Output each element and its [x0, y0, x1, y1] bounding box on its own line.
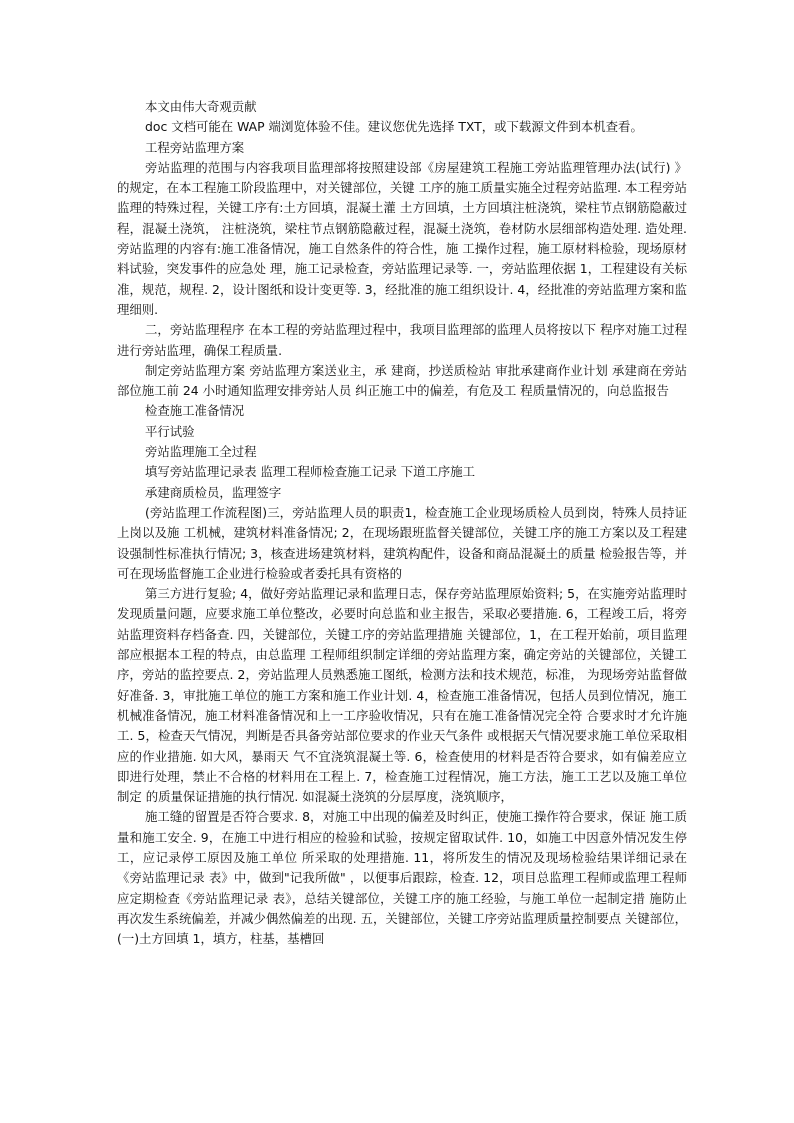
paragraph: 二，旁站监理程序 在本工程的旁站监理过程中，我项目监理部的监理人员将按以下 程序对施工过程进行旁站监理，确保工程质量.	[117, 322, 687, 358]
document-page	[117, 97, 687, 949]
paragraph: (旁站监理工作流程图)三，旁站监理人员的职责1，检查施工企业现场质检人员到岗，特殊人员持证上岗以及施 工机械，建筑材料准备情况; 2，在现场跟班监督关键部位，关键工序的施工方案以及工程建 设强制性标准执行情况; 3，核查进场建筑材料，建筑构配件，设备和商品混凝土的质量 检验报告等，并可在现场监督施工企业进行检验或者委托具有资格的	[117, 504, 687, 581]
paragraph: 第三方进行复验; 4，做好旁站监理记录和监理日志，保存旁站监理原始资料; 5，在实施旁站监理时发现质量问题，应要求施工单位整改，必要时向总监和业主报告，采取必要措施. 6，工程竣工后，将旁站监理资料存档备查. 四，关键部位，关键工序的旁站监理措施 关键部位，1，在工程开始前，项目监理部应根据本工程的特点，由总监理 工程师组织制定详细的旁站监理方案，确定旁站的关键部位，关键工 序，旁站的监控要点. 2，旁站监理人员熟悉施工图纸，检测方法和技术规范，标准， 为现场旁站监督做好准备. 3，审批施工单位的施工方案和施工作业计划. 4，检查施工准备情况，包括人员到位情况，施工机械准备情况，施工材料准备情况和上一工序验收情况，只有在施工准备情况完全符 合要求时才允许施工. 5，检查天气情况，判断是否具备旁站部位要求的作业天气条件 或根据天气情况要求施工单位采取相应的作业措施. 如大风，暴雨天 气不宜浇筑混凝土等. 6，检查使用的材料是否符合要求，如有偏差应立即进行处理，禁止不合格的材料用在工程上. 7，检查施工过程情况，施工方法，施工工艺以及施工单位制定 的质量保证措施的执行情况. 如混凝土浇筑的分层厚度，浇筑顺序，	[117, 586, 687, 805]
document-title: 工程旁站监理方案	[145, 139, 245, 155]
flow-item: 承建商质检员，监理签字	[145, 484, 282, 500]
flow-item: 检查施工准备情况	[145, 403, 245, 419]
paragraph: 施工缝的留置是否符合要求. 8，对施工中出现的偏差及时纠正，使施工操作符合要求，保证 施工质量和施工安全. 9，在施工中进行相应的检验和试验，按规定留取试件. 10，如施工中因意外情况发生停工，应记录停工原因及施工单位 所采取的处理措施. 11，将所发生的情况及现场检验结果详细记录在《旁站监理记录 表》中，做到"记我所做" ，以便事后跟踪，检查. 12，项目总监理工程师或监理工程师应定期检查《旁站监理记录 表》，总结关键部位，关键工序的施工经验，与施工单位一起制定措 施防止再次发生系统偏差，并减少偶然偏差的出现. 五，关键部位，关键工序旁站监理质量控制要点 关键部位，(一)土方回填 1，填方，柱基，基槽回	[117, 809, 687, 947]
credit-line: 本文由伟大奇观贡献	[145, 99, 257, 114]
flow-item: 旁站监理施工全过程	[145, 444, 257, 460]
flow-item: 填写旁站监理记录表 监理工程师检查施工记录 下道工序施工	[145, 464, 476, 480]
flow-item: 平行试验	[145, 423, 195, 439]
paragraph: 旁站监理的范围与内容我项目监理部将按照建设部《房屋建筑工程施工旁站监理管理办法(试行) 》的规定，在本工程施工阶段监理中，对关键部位，关键 工序的施工质量实施全过程旁站监理. 本工程旁站监理的特殊过程，关键工序有:土方回填，混凝土灌 土方回填，土方回填注桩浇筑，梁柱节点钢筋隐蔽过程，混凝土浇筑， 注桩浇筑，梁柱节点钢筋隐蔽过程，混凝土浇筑，卷材防水层细部构造处理. 造处理. 旁站监理的内容有:施工准备情况，施工自然条件的符合性，施 工操作过程，施工原材料检验，现场原材料试验，突发事件的应急处 理，施工记录检查，旁站监理记录等. 一，旁站监理依据 1，工程建设有关标准，规范，规程. 2，设计图纸和设计变更等. 3，经批准的施工组织设计. 4，经批准的旁站监理方案和监理细则.	[117, 159, 687, 317]
paragraph: 制定旁站监理方案 旁站监理方案送业主，承 建商，抄送质检站 审批承建商作业计划 承建商在旁站部位施工前 24 小时通知监理安排旁站人员 纠正施工中的偏差，有危及工 程质量情况的，向总监报告	[117, 362, 687, 399]
wap-notice: doc 文档可能在 WAP 端浏览体验不佳。建议您优先选择 TXT，或下载源文件到本机查看。	[145, 119, 643, 135]
